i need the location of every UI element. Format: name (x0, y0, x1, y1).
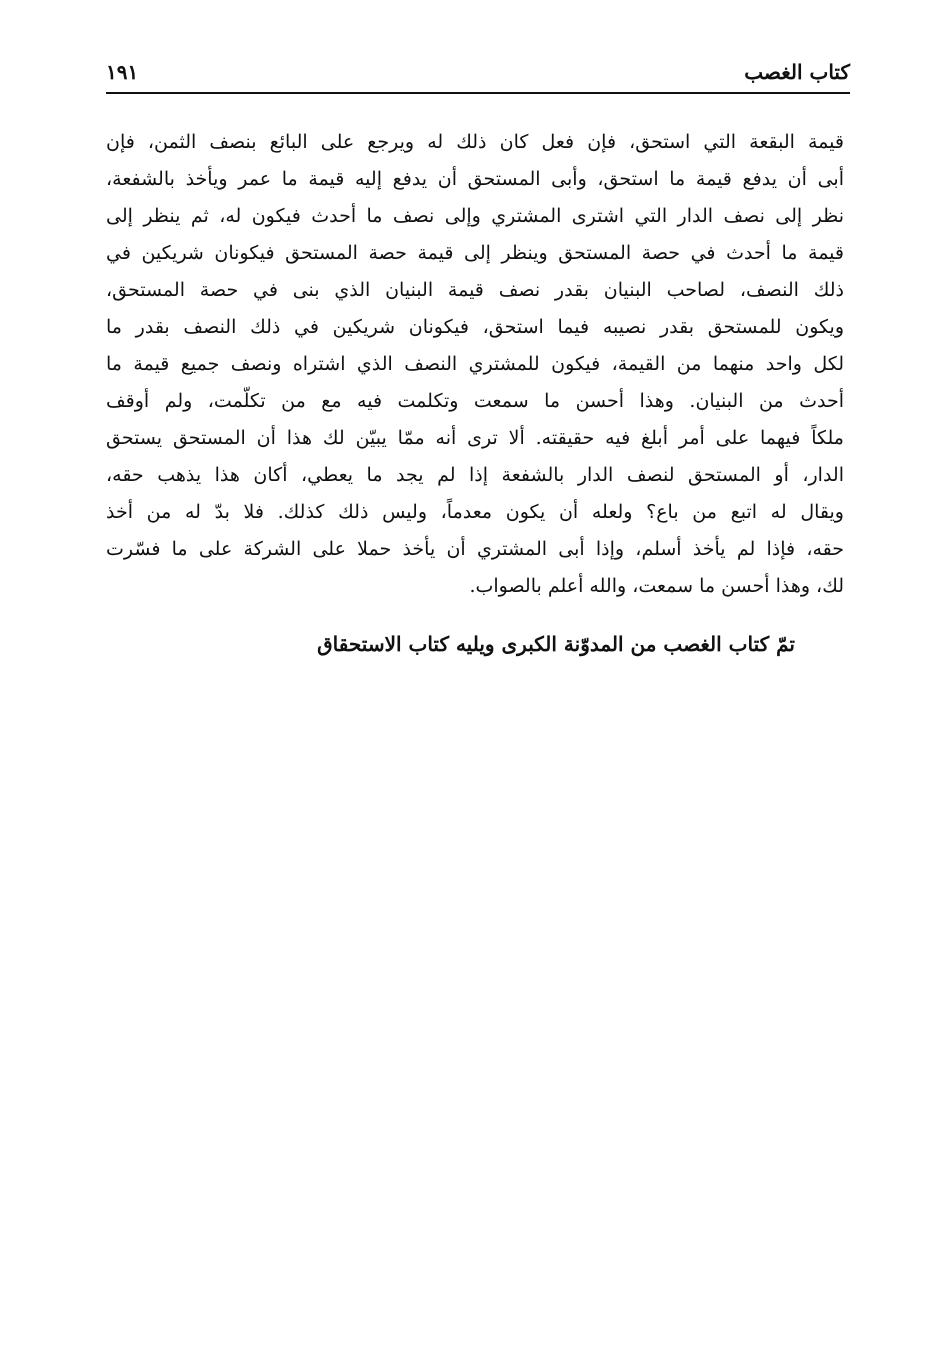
header-rule (106, 92, 850, 94)
text-line: أحدث من البنيان. وهذا أحسن ما سمعت وتكلمت فيه مع من تكلّمت، ولم أوقف (106, 390, 844, 412)
text-line: لك، وهذا أحسن ما سمعت، والله أعلم بالصواب. (469, 575, 844, 597)
text-line: لكل واحد منهما من القيمة، فيكون للمشتري النصف الذي اشتراه ونصف جميع قيمة ما (106, 353, 844, 375)
text-line: ويكون للمستحق بقدر نصيبه فيما استحق، فيكونان شريكين في ذلك النصف بقدر ما (106, 316, 844, 338)
body-text (106, 124, 844, 605)
text-line: قيمة البقعة التي استحق، فإن فعل كان ذلك له ويرجع على البائع بنصف الثمن، فإن (106, 131, 844, 153)
text-line: حقه، فإذا لم يأخذ أسلم، وإذا أبى المشتري أن يأخذ حملا على الشركة على ما فسّرت (106, 538, 844, 560)
text-line: ذلك النصف، لصاحب البنيان بقدر نصف قيمة البنيان الذي بنى في حصة المستحق، (106, 279, 844, 301)
closing-line: تمّ كتاب الغصب من المدوّنة الكبرى ويليه كتاب الاستحقاق (317, 632, 795, 656)
text-line: نظر إلى نصف الدار التي اشترى المشتري وإلى نصف ما أحدث فيكون له، ثم ينظر إلى (106, 205, 844, 227)
text-line: ويقال له اتبع من باع؟ ولعله أن يكون معدماً، وليس ذلك كذلك. فلا بدّ له من أخذ (106, 501, 844, 523)
text-line: الدار، أو المستحق لنصف الدار بالشفعة إذا لم يجد ما يعطي، أكان هذا يذهب حقه، (106, 464, 844, 486)
text-line: ملكاً فيهما على أمر أبلغ فيه حقيقته. ألا ترى أنه ممّا يبيّن لك هذا أن المستحق يستحق (106, 427, 844, 449)
text-line: أبى أن يدفع قيمة ما استحق، وأبى المستحق أن يدفع إليه قيمة ما عمر ويأخذ بالشفعة، (106, 168, 844, 190)
running-title: كتاب الغصب (744, 60, 850, 84)
page-number: ١٩١ (106, 60, 139, 84)
page-header (106, 56, 850, 92)
text-line: قيمة ما أحدث في حصة المستحق وينظر إلى قيمة حصة المستحق فيكونان شريكين في (106, 242, 844, 264)
